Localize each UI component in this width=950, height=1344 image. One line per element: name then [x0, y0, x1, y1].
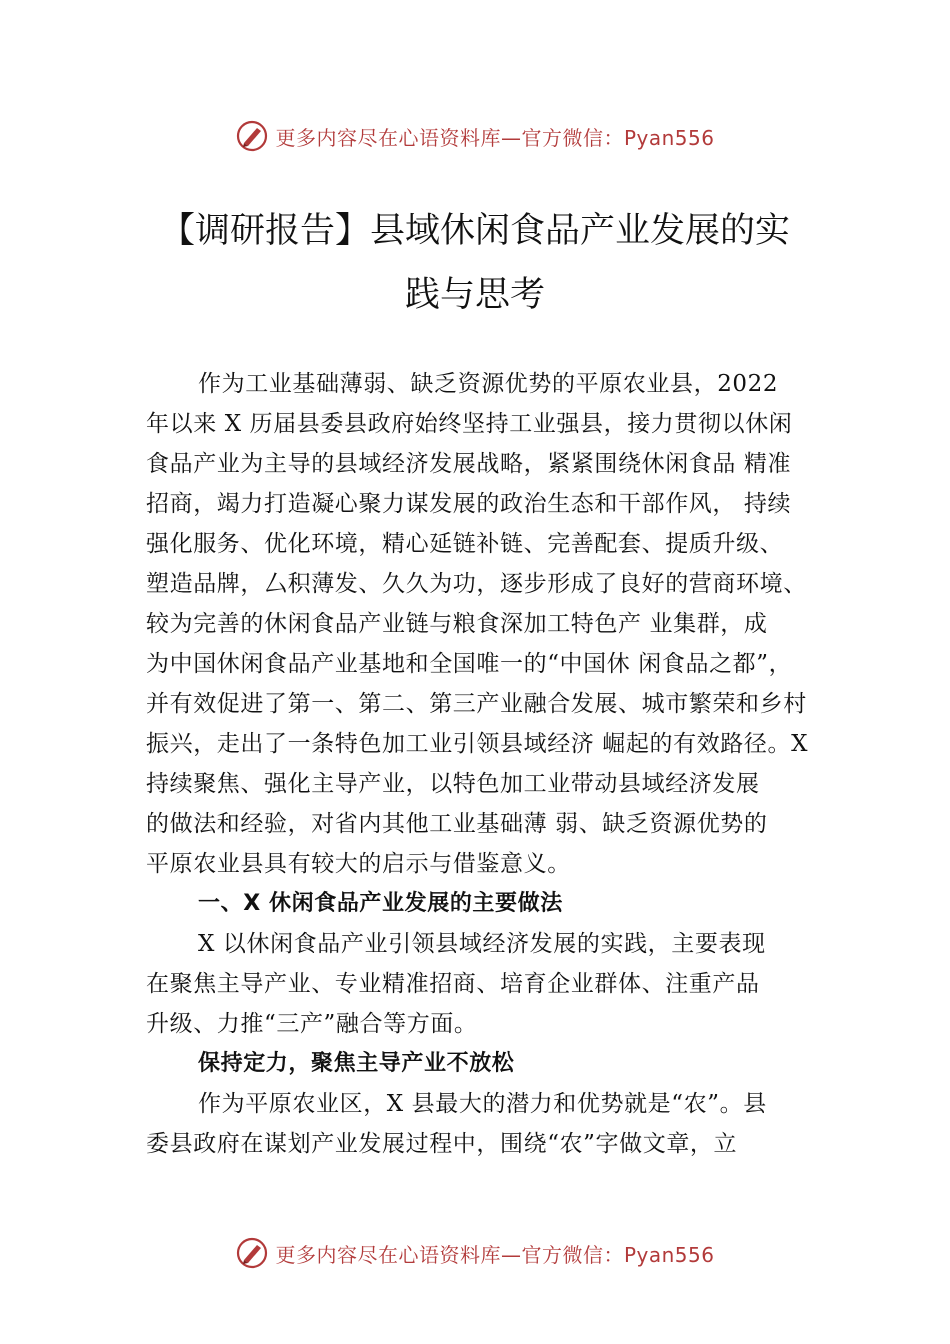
body-line: 作为平原农业区，X 县最大的潜力和优势就是“农”。县: [198, 1091, 767, 1117]
body-line: 平原农业县具有较大的启示与借鉴意义。: [146, 851, 571, 877]
body-line: 并有效促进了第一、第二、第三产业融合发展、城市繁荣和乡村: [146, 691, 807, 717]
body-line: 塑造品牌，厶积薄发、久久为功，逐步形成了良好的营商环境、: [146, 571, 807, 597]
body-line: 的做法和经验，对省内其他工业基础薄 弱、缺乏资源优势的: [146, 811, 768, 837]
header-watermark: [0, 116, 950, 156]
watermark-text: 更多内容尽在心语资料库—官方微信：Pyan556: [275, 125, 715, 150]
footer-watermark: [0, 1233, 950, 1273]
body-line: 年以来 X 历届县委县政府始终坚持工业强县，接力贯彻以休闲: [146, 411, 793, 437]
body-line: 持续聚焦、强化主导产业，以特色加工业带动县域经济发展: [146, 771, 760, 797]
body-line: 作为工业基础薄弱、缺乏资源优势的平原农业县，2022: [198, 371, 779, 397]
body-line: 为中国休闲食品产业基地和全国唯一的“中国休 闲食品之都”，: [146, 651, 793, 677]
pen-logo-icon: [235, 119, 269, 153]
body-line: 在聚焦主导产业、专业精准招商、培育企业群体、注重产品: [146, 971, 760, 997]
document-title-line-2: 践与思考: [404, 275, 545, 315]
body-line: X 以休闲食品产业引领县域经济发展的实践，主要表现: [198, 931, 766, 957]
body-line: 招商，竭力打造凝心聚力谋发展的政治生态和干部作风， 持续: [146, 491, 792, 517]
body-line: 升级、力推“三产”融合等方面。: [146, 1011, 478, 1037]
watermark-text: 更多内容尽在心语资料库—官方微信：Pyan556: [275, 1242, 715, 1267]
body-line: 委县政府在谋划产业发展过程中，围绕“农”字做文章，立: [146, 1131, 738, 1157]
pen-logo-icon: [235, 1236, 269, 1270]
document-body: [146, 364, 846, 1164]
section-heading-1: 一、X 休闲食品产业发展的主要做法: [198, 891, 563, 916]
body-line: 振兴，走出了一条特色加工业引领县域经济 崛起的有效路径。X: [146, 731, 809, 757]
body-line: 食品产业为主导的县域经济发展战略，紧紧围绕休闲食品 精准: [146, 451, 792, 477]
section-heading-2: 保持定力，聚焦主导产业不放松: [198, 1051, 515, 1076]
document-title-line-1: 【调研报告】县域休闲食品产业发展的实: [159, 211, 790, 251]
body-line: 强化服务、优化环境，精心延链补链、完善配套、提质升级、: [146, 531, 784, 557]
body-line: 较为完善的休闲食品产业链与粮食深加工特色产 业集群，成: [146, 611, 768, 637]
